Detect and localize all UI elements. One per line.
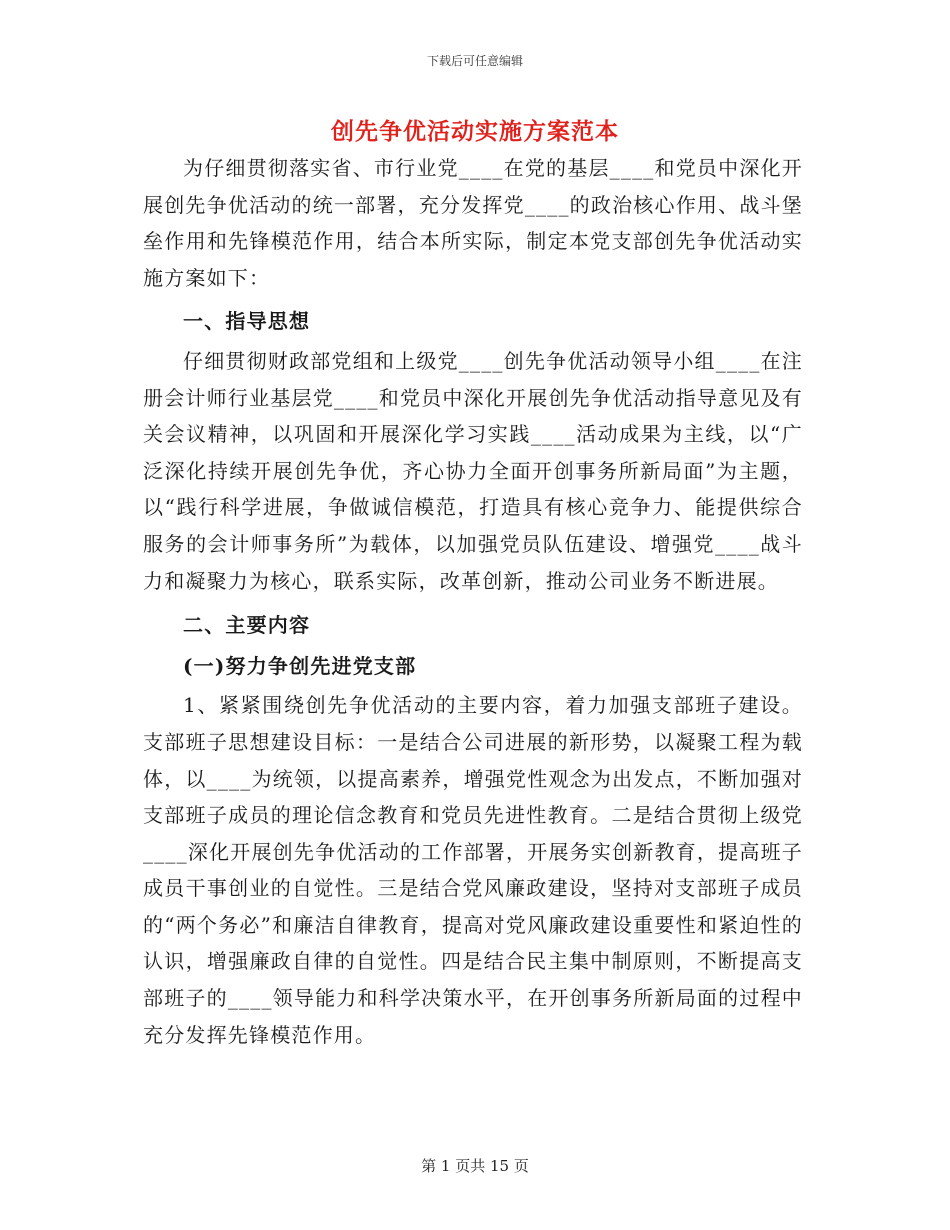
document-title: 创先争优活动实施方案范本: [331, 118, 619, 145]
guiding-ideology-paragraph: 仔细贯彻财政部党组和上级党____创先争优活动领导小组____在注册会计师行业基层党____和党员中深化开展创先争优活动指导意见及有关会议精神，以巩固和开展深化学习实践____活动成果为主线，以“广泛深化持续开展创先争优，齐心协力全面开创事务所新局面”为主题，以“践行科学进展，争做诚信模范，打造具有核心竞争力、能提供综合服务的会计师事务所”为载体，以加强党员队伍建设、增强党____战斗力和凝聚力为核心，联系实际，改革创新，推动公司业务不断进展。: [143, 348, 803, 593]
page-footer-page-number: 第 1 页共 15 页: [421, 1157, 529, 1175]
subsection-heading-advanced-branch: (一)努力争创先进党支部: [183, 653, 417, 678]
item-1-paragraph: 1、紧紧围绕创先争优活动的主要内容，着力加强支部班子建设。支部班子思想建设目标：一是结合公司进展的新形势，以凝聚工程为载体，以____为统领，以提高素养，增强党性观念为出发点，不断加强对支部班子成员的理论信念教育和党员先进性教育。二是结合贯彻上级党____深化开展创先争优活动的工作部署，开展务实创新教育，提高班子成员干事创业的自觉性。三是结合党风廉政建设，坚持对支部班子成员的“两个务必”和廉洁自律教育，提高对党风廉政建设重要性和紧迫性的认识，增强廉政自律的自觉性。四是结合民主集中制原则，不断提高支部班子的____领导能力和科学决策水平，在开创事务所新局面的过程中充分发挥先锋模范作用。: [143, 693, 803, 1047]
section-heading-main-content: 二、主要内容: [183, 613, 311, 638]
document-body: [143, 150, 803, 1053]
intro-paragraph: 为仔细贯彻落实省、市行业党____在党的基层____和党员中深化开展创先争优活动的统一部署，充分发挥党____的政治核心作用、战斗堡垒作用和先锋模范作用，结合本所实际，制定本党支部创先争优活动实施方案如下：: [143, 156, 803, 290]
page-header-note: 下载后可任意编辑: [426, 54, 523, 68]
section-heading-guiding-ideology: 一、指导思想: [183, 309, 311, 334]
